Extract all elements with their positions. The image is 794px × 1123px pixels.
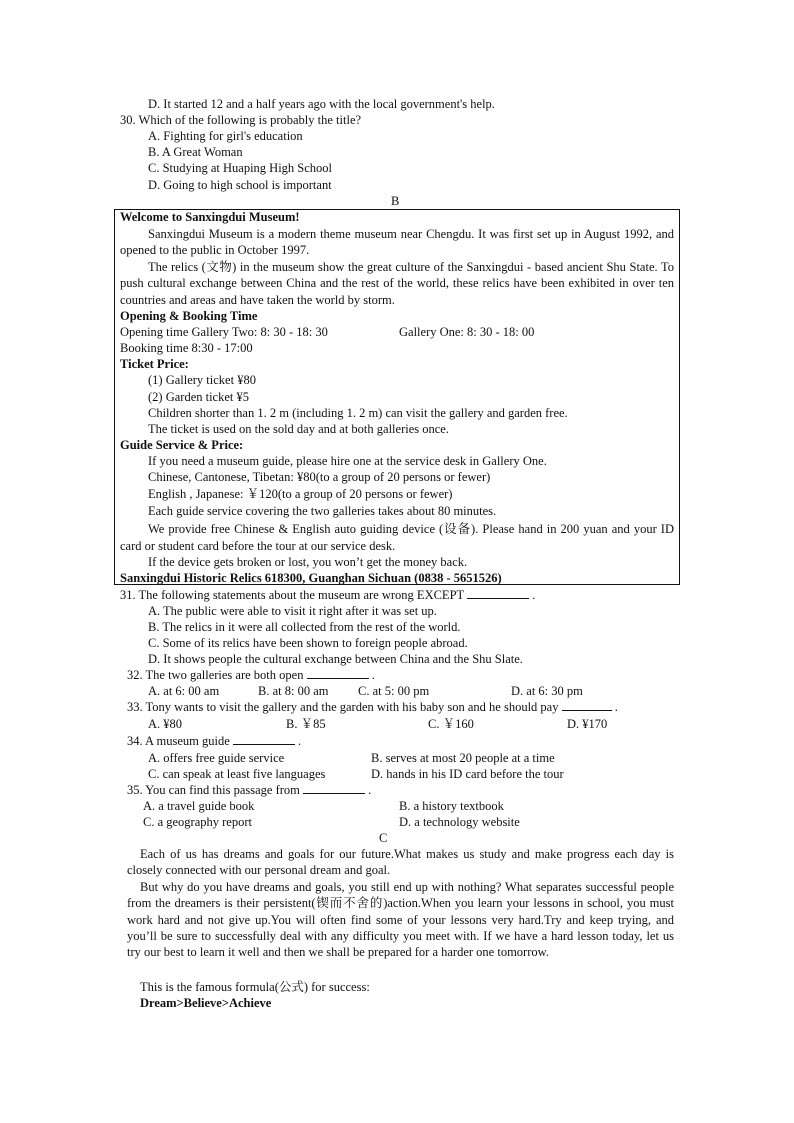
- section-b-label: B: [391, 194, 400, 208]
- ticket-children-note: Children shorter than 1. 2 m (including 1. 2 m) can visit the gallery and garden free.: [148, 406, 568, 420]
- q34-stem: 34. A museum guide .: [127, 734, 302, 748]
- q33-stem: 33. Tony wants to visit the gallery and the garden with his baby son and he should pay .: [127, 700, 618, 714]
- opening-heading: Opening & Booking Time: [120, 309, 258, 323]
- opening-time-gallery-one: Gallery One: 8: 30 - 18: 00: [399, 325, 535, 339]
- q33-option-b: B. ￥85: [286, 717, 326, 731]
- section-c-label: C: [379, 831, 388, 845]
- museum-welcome-heading: Welcome to Sanxingdui Museum!: [120, 210, 300, 224]
- q32-option-a: A. at 6: 00 am: [148, 684, 220, 698]
- q31-option-c: C. Some of its relics have been shown to foreign people abroad.: [148, 636, 468, 650]
- answer-blank: [307, 667, 369, 679]
- ticket-heading: Ticket Price:: [120, 357, 189, 371]
- answer-blank: [303, 782, 365, 794]
- opening-time-gallery-two: Opening time Gallery Two: 8: 30 - 18: 30: [120, 325, 328, 339]
- q35-option-c: C. a geography report: [143, 815, 252, 829]
- ticket-use-note: The ticket is used on the sold day and at both galleries once.: [148, 422, 449, 436]
- section-c-paragraph-1: Each of us has dreams and goals for our future.What makes us study and make progress each day is closely connected with our personal dream and goal.: [127, 847, 674, 878]
- answer-blank: [467, 587, 529, 599]
- guide-line-1: If you need a museum guide, please hire one at the service desk in Gallery One.: [148, 454, 547, 468]
- q30-option-a: A. Fighting for girl's education: [148, 129, 303, 143]
- q30-option-d: D. Going to high school is important: [148, 178, 332, 192]
- guide-line-6: If the device gets broken or lost, you won’t get the money back.: [148, 555, 468, 569]
- answer-blank: [562, 699, 612, 711]
- guide-line-2: Chinese, Cantonese, Tibetan: ¥80(to a group of 20 persons or fewer): [148, 470, 491, 484]
- q31-option-b: B. The relics in it were all collected from the rest of the world.: [148, 620, 461, 634]
- q33-option-c: C. ￥160: [428, 717, 474, 731]
- q35-option-b: B. a history textbook: [399, 799, 504, 813]
- guide-line-3: English , Japanese: ￥120(to a group of 20 persons or fewer): [148, 487, 453, 501]
- museum-address: Sanxingdui Historic Relics 618300, Guanghan Sichuan (0838 - 5651526): [120, 571, 502, 585]
- q35-stem: 35. You can find this passage from .: [127, 783, 372, 797]
- q31-stem: 31. The following statements about the museum are wrong EXCEPT .: [120, 588, 536, 602]
- q33-option-a: A. ¥80: [148, 717, 183, 731]
- ticket-gallery: (1) Gallery ticket ¥80: [148, 373, 256, 387]
- q33-option-d: D. ¥170: [567, 717, 608, 731]
- museum-paragraph-2: The relics (文物) in the museum show the great culture of the Sanxingdui - based ancient Shu State. To push cultural exchange between China and the rest of the world, these relics have been exhibited in over ten countries and areas and have taken the world by storm.: [120, 260, 674, 307]
- q31-option-d: D. It shows people the cultural exchange between China and the Shu Slate.: [148, 652, 523, 666]
- q35-option-a: A. a travel guide book: [143, 799, 255, 813]
- guide-line-4: Each guide service covering the two galleries takes about 80 minutes.: [148, 504, 497, 518]
- guide-line-5: We provide free Chinese & English auto guiding device (设备). Please hand in 200 yuan and your ID card or student card before the tour at our service desk.: [120, 522, 674, 553]
- section-c-formula-intro: This is the famous formula(公式) for success:: [140, 980, 370, 994]
- q32-stem: 32. The two galleries are both open .: [127, 668, 375, 682]
- q29-option-d: D. It started 12 and a half years ago with the local government's help.: [148, 97, 495, 111]
- guide-heading: Guide Service & Price:: [120, 438, 244, 452]
- q34-option-d: D. hands in his ID card before the tour: [371, 767, 564, 781]
- q35-option-d: D. a technology website: [399, 815, 520, 829]
- q34-option-b: B. serves at most 20 people at a time: [371, 751, 555, 765]
- q30-option-c: C. Studying at Huaping High School: [148, 161, 333, 175]
- museum-paragraph-1: Sanxingdui Museum is a modern theme museum near Chengdu. It was first set up in August 1992, and opened to the public in October 1997.: [120, 227, 674, 258]
- booking-time: Booking time 8:30 - 17:00: [120, 341, 253, 355]
- q32-option-c: C. at 5: 00 pm: [358, 684, 430, 698]
- ticket-garden: (2) Garden ticket ¥5: [148, 390, 250, 404]
- answer-blank: [233, 733, 295, 745]
- q34-option-c: C. can speak at least five languages: [148, 767, 326, 781]
- q31-option-a: A. The public were able to visit it right after it was set up.: [148, 604, 437, 618]
- success-formula: Dream>Believe>Achieve: [140, 996, 272, 1010]
- q34-option-a: A. offers free guide service: [148, 751, 285, 765]
- q32-option-b: B. at 8: 00 am: [258, 684, 329, 698]
- q30-stem: 30. Which of the following is probably the title?: [120, 113, 362, 127]
- q32-option-d: D. at 6: 30 pm: [511, 684, 583, 698]
- section-c-paragraph-2: But why do you have dreams and goals, you still end up with nothing? What separates successful people from the dreamers is their persistent(锲而不舍的)action.When you learn your lessons in school, you must work hard and not give up.You will often find some of your lessons very hard.Try and keep trying, and you’ll be sure to successfully deal with any difficulty you meet with. If we have a hard lesson today, let us try our best to learn it well and then we shall be prepared for a harder one tomorrow.: [127, 880, 674, 960]
- q30-option-b: B. A Great Woman: [148, 145, 243, 159]
